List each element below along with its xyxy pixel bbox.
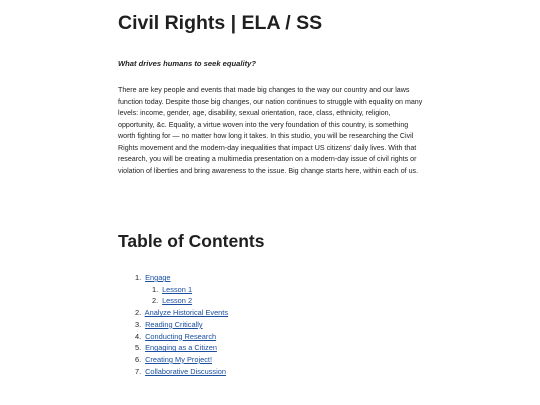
toc-link-collaborative-discussion[interactable]: Collaborative Discussion <box>145 366 226 376</box>
toc-heading: Table of Contents <box>118 231 265 251</box>
toc-item-collaborative-discussion <box>135 366 228 378</box>
toc-item-number: 4. <box>135 331 142 341</box>
toc-item-analyze-historical-events <box>135 307 228 319</box>
toc-item-number: 2. <box>135 308 142 318</box>
page-title: Civil Rights | ELA / SS <box>118 12 323 34</box>
toc-item-number: 6. <box>135 354 142 364</box>
toc-item-engaging-as-a-citizen <box>135 342 228 354</box>
toc-item-number: 5. <box>135 343 142 353</box>
toc-link-lesson-1[interactable]: Lesson 1 <box>162 284 193 294</box>
toc-link-creating-my-project[interactable]: Creating My Project! <box>145 354 213 364</box>
toc-item-engage <box>135 272 228 307</box>
table-of-contents <box>135 272 228 377</box>
toc-item-conducting-research <box>135 331 228 343</box>
toc-item-reading-critically <box>135 319 228 331</box>
toc-link-engaging-as-a-citizen[interactable]: Engaging as a Citizen <box>145 343 217 353</box>
toc-item-number: 7. <box>135 366 142 376</box>
toc-link-analyze-historical-events[interactable]: Analyze Historical Events <box>144 308 229 318</box>
toc-item-creating-my-project <box>135 354 228 366</box>
toc-item-number: 3. <box>135 319 142 329</box>
intro-paragraph: There are key people and events that made big changes to the way our country and our laws function today. Despite those big changes, our nation continues to struggle with equality on many levels: income, gender, age, disability, sexual orientation, race, class, ethnicity, religion, opportunity, &c. Equality, a virtue woven into the very foundation of this country, is something worth fighting for — no matter how long it takes. In this studio, you will be researching the Civil Rights movement and the modern-day inequalities that impact US citizens' daily lives. With that research, you will be creating a multimedia presentation on a modern-day issue of civil rights or violation of liberties and bring awareness to the issue. Big change starts here, within each of us. <box>118 86 423 175</box>
toc-link-reading-critically[interactable]: Reading Critically <box>145 319 203 329</box>
toc-subitem-number: 1. <box>152 284 159 294</box>
toc-subitem-lesson-2 <box>152 295 228 307</box>
driving-question: What drives humans to seek equality? <box>118 59 256 68</box>
toc-subitem-number: 2. <box>152 296 159 306</box>
toc-link-lesson-2[interactable]: Lesson 2 <box>162 296 193 306</box>
toc-item-number: 1. <box>135 273 142 282</box>
toc-subitem-lesson-1 <box>152 284 228 296</box>
toc-link-conducting-research[interactable]: Conducting Research <box>145 331 217 341</box>
toc-sublist <box>135 284 228 307</box>
toc-link-engage[interactable]: Engage <box>145 273 171 282</box>
